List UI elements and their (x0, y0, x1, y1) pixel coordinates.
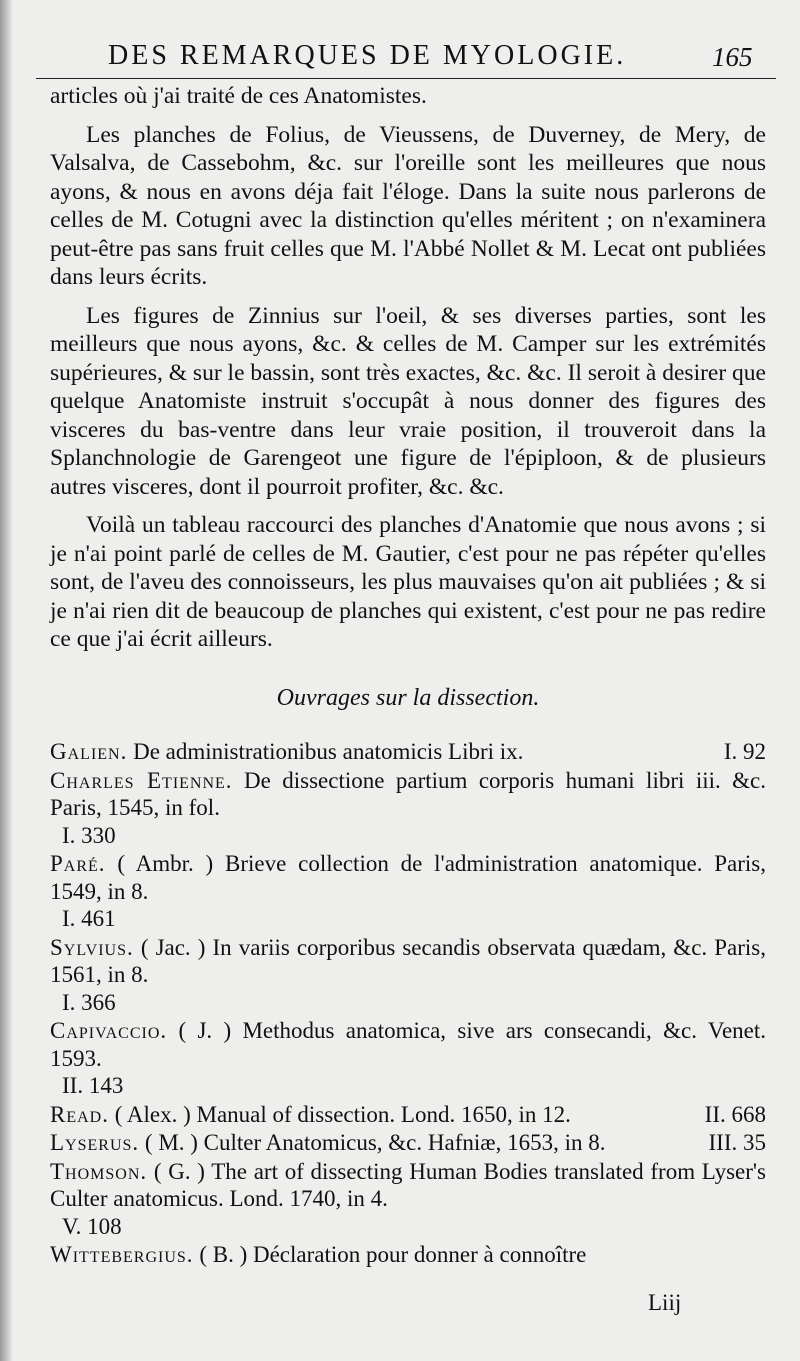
paragraph: articles où j'ai traité de ces Anatomistes. (50, 83, 427, 109)
entry-text: ( G. ) The art of dissecting Human Bodies translated from Lyser's Culter anatomicus. Lond. 1740, in 4. (50, 1158, 766, 1211)
page-number: 165 (712, 42, 753, 72)
entry-author: Read. (50, 1101, 109, 1127)
bibliography-entry (50, 767, 766, 850)
entry-reference: V. 108 (62, 1213, 122, 1239)
running-title: DES REMARQUES DE MYOLOGIE. (108, 40, 627, 71)
entry-reference: II. 143 (62, 1073, 124, 1098)
entry-reference: I. 366 (62, 989, 116, 1015)
entry-text: ( Ambr. ) Brieve collection de l'administration anatomique. Paris, 1549, in 8. (50, 851, 767, 904)
entry-text: ( J. ) Methodus anatomica, sive ars consecandi, &c. Venet. 1593. (50, 1018, 766, 1071)
page-header (0, 40, 800, 82)
entry-reference: II. 668 (704, 1101, 766, 1127)
entry-author: Sylvius. (50, 934, 134, 960)
entry-author: Thomson. (50, 1158, 148, 1184)
bibliography-entry (50, 738, 766, 766)
entry-reference: I. 330 (62, 822, 116, 848)
bibliography-entry (50, 1017, 766, 1100)
entry-text: De administrationibus anatomicis Libri ix. (133, 739, 524, 764)
paragraph: Les planches de Folius, de Vieussens, de Duverney, de Mery, de Valsalva, de Cassebohm, &c. sur l'oreille sont les meilleures que nous ayons, & nous en avons déja fait l'éloge. Dans la suite nous parlerons de celles de M. Cotugni avec la distinction qu'elles méritent ; on n'examinera peut-être pas sans fruit celles que M. l'Abbé Nollet & M. Lecat ont publiées dans leurs écrits. (50, 121, 766, 290)
printer-signature: Liij (648, 1290, 682, 1315)
bibliography-entry (50, 1241, 766, 1269)
bibliography-entry (50, 1101, 766, 1129)
bibliography-list (50, 738, 766, 1269)
entry-author: Capivaccio. (50, 1018, 168, 1043)
entry-text: ( B. ) Déclaration pour donner à connoître (199, 1242, 587, 1267)
bibliography-entry (50, 1158, 766, 1241)
page-body (50, 82, 766, 1270)
entry-author: Paré. (50, 851, 106, 876)
bibliography-entry (50, 850, 766, 933)
entry-text: De dissectione partium corporis humani libri iii. &c. Paris, 1545, in fol. (50, 767, 767, 820)
entry-author: Galien. (50, 739, 128, 764)
entry-text: ( Jac. ) In variis corporibus secandis observata quædam, &c. Paris, 1561, in 8. (50, 934, 766, 987)
paragraph: Les figures de Zinnius sur l'oeil, & ses diverses parties, sont les meilleurs que nous ayons, &c. & celles de M. Camper sur les extrémités supérieures, & sur le bassin, sont très exactes, &c. &c. Il seroit à desirer que quelque Anatomiste instruit s'occupât à nous donner des figures des visceres du bas-ventre dans leur vraie position, il trouveroit dans la Splanchnologie de Garengeot une figure de l'épiploon, & de plusieurs autres visceres, dont il pourroit profiter, &c. &c. (50, 302, 766, 500)
entry-text: ( Alex. ) Manual of dissection. Lond. 1650, in 12. (114, 1101, 571, 1127)
entry-author: Lyserus. (50, 1130, 140, 1155)
bibliography-entry (50, 1129, 766, 1157)
section-title: Ouvrages sur la dissection. (276, 684, 540, 711)
paragraph: Voilà un tableau raccourci des planches d'Anatomie que nous avons ; si je n'ai point parlé de celles de M. Gautier, c'est pour ne pas répéter qu'elles sont, de l'aveu des connoisseurs, les plus mauvaises qu'on ait publiées ; & si je n'ai rien dit de beaucoup de planches qui existent, c'est pour ne pas redire ce que j'ai écrit ailleurs. (50, 512, 766, 652)
entry-author: Charles Etienne. (50, 767, 233, 793)
bibliography-entry (50, 934, 766, 1017)
entry-reference: I. 92 (723, 739, 766, 764)
entry-reference: I. 461 (62, 906, 116, 931)
page-edge-shadow (0, 0, 12, 1361)
header-rule (36, 78, 776, 79)
entry-author: Wittebergius. (50, 1242, 194, 1267)
entry-text: ( M. ) Culter Anatomicus, &c. Hafniæ, 1653, in 8. (144, 1130, 606, 1155)
entry-reference: III. 35 (708, 1130, 766, 1155)
